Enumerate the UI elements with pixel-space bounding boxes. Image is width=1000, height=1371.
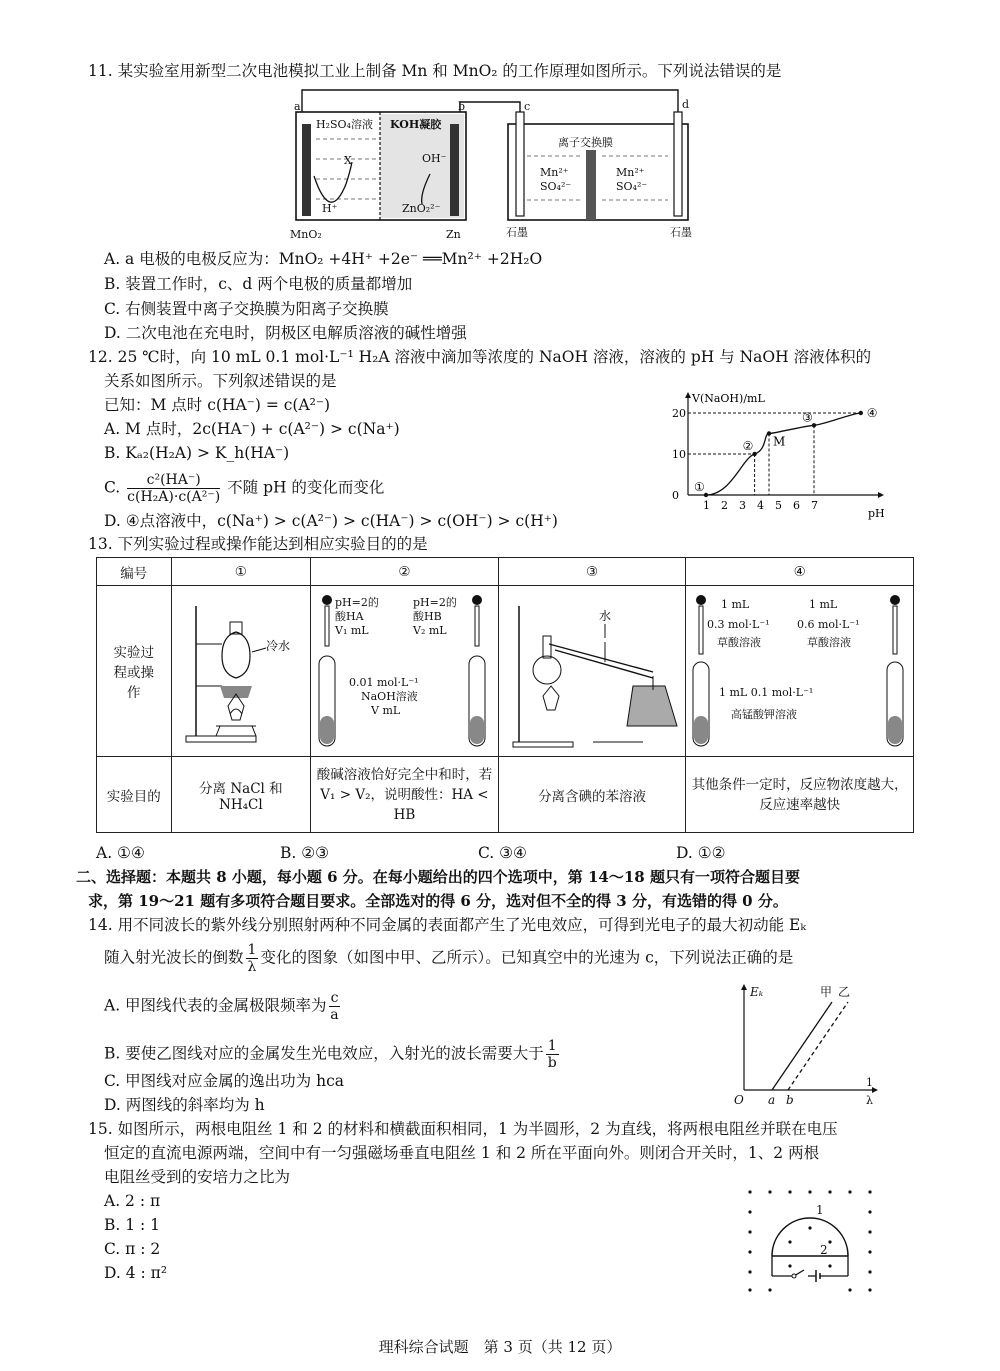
q14-b-fraction: $\frac{1}{b}$ xyxy=(547,1038,557,1071)
section2-line-2: 求，第 19～21 题有多项符合题目要求。全部选对的得 6 分，选对但不全的得 3 分，有选错的得 0 分。 xyxy=(88,892,788,910)
q15-option-d: D. 4 : π² xyxy=(104,1264,168,1282)
x-tick-label: 4 xyxy=(757,499,764,512)
row-label-procedure: 实验过程或操作 xyxy=(97,586,172,757)
q14-b-text: B. 要使乙图线对应的金属发生光电效应，入射光的波长需要大于 xyxy=(104,1044,544,1063)
q14-option-d: D. 两图线的斜率均为 h xyxy=(104,1096,265,1114)
q15-option-b: B. 1 : 1 xyxy=(104,1216,161,1234)
label-zn: Zn xyxy=(446,228,461,241)
q14-stem-1: 14. 用不同波长的紫外线分别照射两种不同金属的表面都产生了光电效应，可得到光电子的最大初动能 Eₖ xyxy=(88,916,806,934)
q15-stem-1: 15. 如图所示，两根电阻丝 1 和 2 的材料和横截面积相同，1 为半圆形，2 为直线，将两根电阻丝并联在电压 xyxy=(88,1120,838,1138)
titration-apparatus xyxy=(315,586,493,752)
label-zno: ZnO₂²⁻ xyxy=(402,202,441,215)
data-point xyxy=(859,411,863,415)
label-cold-water: 冷水 xyxy=(265,639,290,653)
label-h: H⁺ xyxy=(322,202,338,215)
purpose-3: 分离含碘的苯溶液 xyxy=(498,757,686,833)
battery-diagram xyxy=(290,84,710,244)
label-a-axis: a xyxy=(768,1093,776,1107)
label-hb-1: pH=2的 xyxy=(413,596,458,609)
page-footer: 理科综合试题 第 3 页（共 12 页） xyxy=(378,1338,622,1356)
experiment-table xyxy=(96,557,914,833)
y-tick-label: 10 xyxy=(672,448,686,461)
q11-option-b: B. 装置工作时，c、d 两个电极的质量都增加 xyxy=(104,275,413,293)
data-point-label: ④ xyxy=(866,406,878,420)
label-d: d xyxy=(682,98,690,111)
label-graphite1: 石墨 xyxy=(506,226,528,239)
q14-option-a xyxy=(104,990,342,1023)
label-naoh-3: V mL xyxy=(371,704,401,717)
label-jia: 甲 xyxy=(820,985,833,999)
data-point-label: ② xyxy=(742,439,754,453)
label-hb-3: V₂ mL xyxy=(413,624,448,637)
q11-stem: 11. 某实验室用新型二次电池模拟工业上制备 Mn 和 MnO₂ 的工作原理如图所示。下列说法错误的是 xyxy=(88,62,782,80)
wire-magnetic-field-diagram xyxy=(742,1186,882,1296)
data-point xyxy=(767,431,771,435)
label-mn1: Mn²⁺ xyxy=(540,166,569,179)
q12-known: 已知：M 点时 c(HA⁻) = c(A²⁻) xyxy=(104,396,331,414)
label-graphite2: 石墨 xyxy=(670,226,692,239)
q12-option-a: A. M 点时，2c(HA⁻) + c(A²⁻) > c(Na⁺) xyxy=(104,420,400,438)
label-water: 水 xyxy=(599,609,612,623)
x-tick-label: 7 xyxy=(811,499,818,512)
label-naoh-1: 0.01 mol·L⁻¹ xyxy=(349,676,420,689)
section2-line-1: 二、选择题：本题共 8 小题，每小题 6 分。在每小题给出的四个选项中，第 14～18 题只有一项符合题目要 xyxy=(76,868,800,886)
data-point-label: ① xyxy=(694,480,705,494)
q14-stem-2a: 随入射光波长的倒数 xyxy=(104,948,244,967)
label-c: c xyxy=(524,100,531,113)
label-ox-l2: 0.3 mol·L⁻¹ xyxy=(706,618,770,631)
y-axis-label: V(NaOH)/mL xyxy=(692,392,765,405)
label-h2so4: H₂SO₄溶液 xyxy=(316,118,373,131)
svg-text:λ: λ xyxy=(866,1094,873,1107)
label-ha-1: pH=2的 xyxy=(335,596,380,609)
q13-option-a: A. ①④ xyxy=(96,844,145,862)
label-kmno4-1: 1 mL 0.1 mol·L⁻¹ xyxy=(718,686,813,699)
q13-option-d: D. ①② xyxy=(676,844,726,862)
photoelectric-graph xyxy=(732,980,882,1110)
q14-fraction-lambda: $\frac{1}{\lambda}$ xyxy=(247,942,257,975)
data-point-label: ③ xyxy=(802,410,813,425)
q15-option-a: A. 2 : π xyxy=(104,1192,161,1210)
q13-stem: 13. 下列实验过程或操作能达到相应实验目的的是 xyxy=(88,535,428,553)
label-ox-l3: 草酸溶液 xyxy=(716,636,761,649)
svg-text:1: 1 xyxy=(866,1076,873,1089)
q12-c-fraction xyxy=(127,472,220,505)
label-wire-2: 2 xyxy=(820,1243,828,1257)
q12-option-d: D. ④点溶液中，c(Na⁺) > c(A²⁻) > c(HA⁻) > c(OH⁻) > c(H⁺) xyxy=(104,512,558,530)
y-axis-arrow xyxy=(685,392,691,398)
q14-a-text: A. 甲图线代表的金属极限频率为 xyxy=(104,996,327,1015)
q12-option-b: B. Kₐ₂(H₂A) > K_h(HA⁻) xyxy=(104,444,290,462)
x-axis-label: pH xyxy=(868,507,885,520)
data-point-label: M xyxy=(773,434,786,449)
label-ox-l1: 1 mL xyxy=(720,598,749,611)
q12-c-prefix: C. xyxy=(104,478,121,497)
q14-a-fraction: $\frac{c}{a}$ xyxy=(330,990,339,1023)
q13-option-b: B. ②③ xyxy=(280,844,330,862)
q13-option-c: C. ③④ xyxy=(478,844,527,862)
x-tick-label: 3 xyxy=(739,499,746,512)
q14-option-b xyxy=(104,1038,561,1071)
label-a: a xyxy=(294,100,301,113)
label-ha-2: 酸HA xyxy=(335,610,364,623)
label-membrane: 离子交换膜 xyxy=(558,136,613,149)
q15-option-c: C. π : 2 xyxy=(104,1240,161,1258)
label-wire-1: 1 xyxy=(816,1203,824,1217)
label-ox-r2: 0.6 mol·L⁻¹ xyxy=(796,618,860,631)
x-axis-arrow xyxy=(878,492,884,498)
sublimation-apparatus xyxy=(176,586,306,752)
label-ek: Eₖ xyxy=(750,985,764,999)
q14-option-c: C. 甲图线对应金属的逸出功为 hca xyxy=(104,1072,344,1090)
label-o: O xyxy=(734,1093,744,1107)
x-tick-label: 6 xyxy=(793,499,800,512)
label-b-axis: b xyxy=(786,1093,794,1107)
purpose-4: 其他条件一定时，反应物浓度越大，反应速率越快 xyxy=(686,757,914,833)
q11-option-d: D. 二次电池在充电时，阴极区电解质溶液的碱性增强 xyxy=(104,324,467,342)
header-3: ③ xyxy=(498,558,686,586)
label-koh: KOH凝胶 xyxy=(390,118,442,131)
label-so2: SO₄²⁻ xyxy=(616,180,648,193)
x-tick-label: 2 xyxy=(721,499,728,512)
q15-stem-3: 电阻丝受到的安培力之比为 xyxy=(104,1168,291,1186)
q12-c-den: c(H₂A)·c(A²⁻) xyxy=(127,489,221,505)
q11-option-c: C. 右侧装置中离子交换膜为阳离子交换膜 xyxy=(104,300,389,318)
label-yi: 乙 xyxy=(838,985,851,999)
label-so1: SO₄²⁻ xyxy=(540,180,572,193)
label-mno2: MnO₂ xyxy=(290,228,322,241)
x-tick-label: 1 xyxy=(703,499,710,512)
header-4: ④ xyxy=(686,558,914,586)
distillation-apparatus xyxy=(503,586,681,752)
q12-option-c xyxy=(104,472,384,505)
label-mn2: Mn²⁺ xyxy=(616,166,645,179)
header-number: 编号 xyxy=(97,558,172,586)
y-tick-label: 20 xyxy=(672,407,686,420)
label-oh: OH⁻ xyxy=(422,152,447,165)
label-hb-2: 酸HB xyxy=(413,610,443,623)
label-kmno4-2: 高锰酸钾溶液 xyxy=(730,708,797,721)
q11-option-a: A. a 电极的电极反应为：MnO₂ +4H⁺ +2e⁻ ══Mn²⁺ +2H₂O xyxy=(104,250,543,268)
label-naoh-2: NaOH溶液 xyxy=(361,690,419,703)
q15-stem-2: 恒定的直流电源两端，空间中有一匀强磁场垂直电阻丝 1 和 2 所在平面向外。则闭合开关时，1、2 两根 xyxy=(104,1144,820,1162)
purpose-1: 分离 NaCl 和 NH₄Cl xyxy=(171,757,311,833)
y-tick-label: 0 xyxy=(672,489,679,502)
ph-volume-chart xyxy=(650,390,890,525)
x-tick-label: 5 xyxy=(775,499,782,512)
label-ha-3: V₁ mL xyxy=(335,624,370,637)
q12-c-suffix: 不随 pH 的变化而变化 xyxy=(227,478,385,497)
q14-stem-2b: 变化的图象（如图中甲、乙所示）。已知真空中的光速为 c，下列说法正确的是 xyxy=(260,948,794,967)
header-2: ② xyxy=(311,558,499,586)
q12-c-num: c²(HA⁻) xyxy=(127,472,220,489)
row-label-purpose: 实验目的 xyxy=(97,757,172,833)
label-ox-r1: 1 mL xyxy=(808,598,837,611)
header-1: ① xyxy=(171,558,311,586)
label-b: b xyxy=(458,100,466,113)
q12-stem-2: 关系如图所示。下列叙述错误的是 xyxy=(104,372,337,390)
q14-stem-2 xyxy=(104,942,793,975)
purpose-2: 酸碱溶液恰好完全中和时，若 V₁ > V₂，说明酸性：HA < HB xyxy=(311,757,499,833)
label-x: X xyxy=(344,154,352,167)
label-ox-r3: 草酸溶液 xyxy=(806,636,851,649)
kinetics-apparatus xyxy=(691,586,909,752)
q12-stem-1: 12. 25 ℃时，向 10 mL 0.1 mol·L⁻¹ H₂A 溶液中滴加等浓度的 NaOH 溶液，溶液的 pH 与 NaOH 溶液体积的 xyxy=(88,348,872,366)
